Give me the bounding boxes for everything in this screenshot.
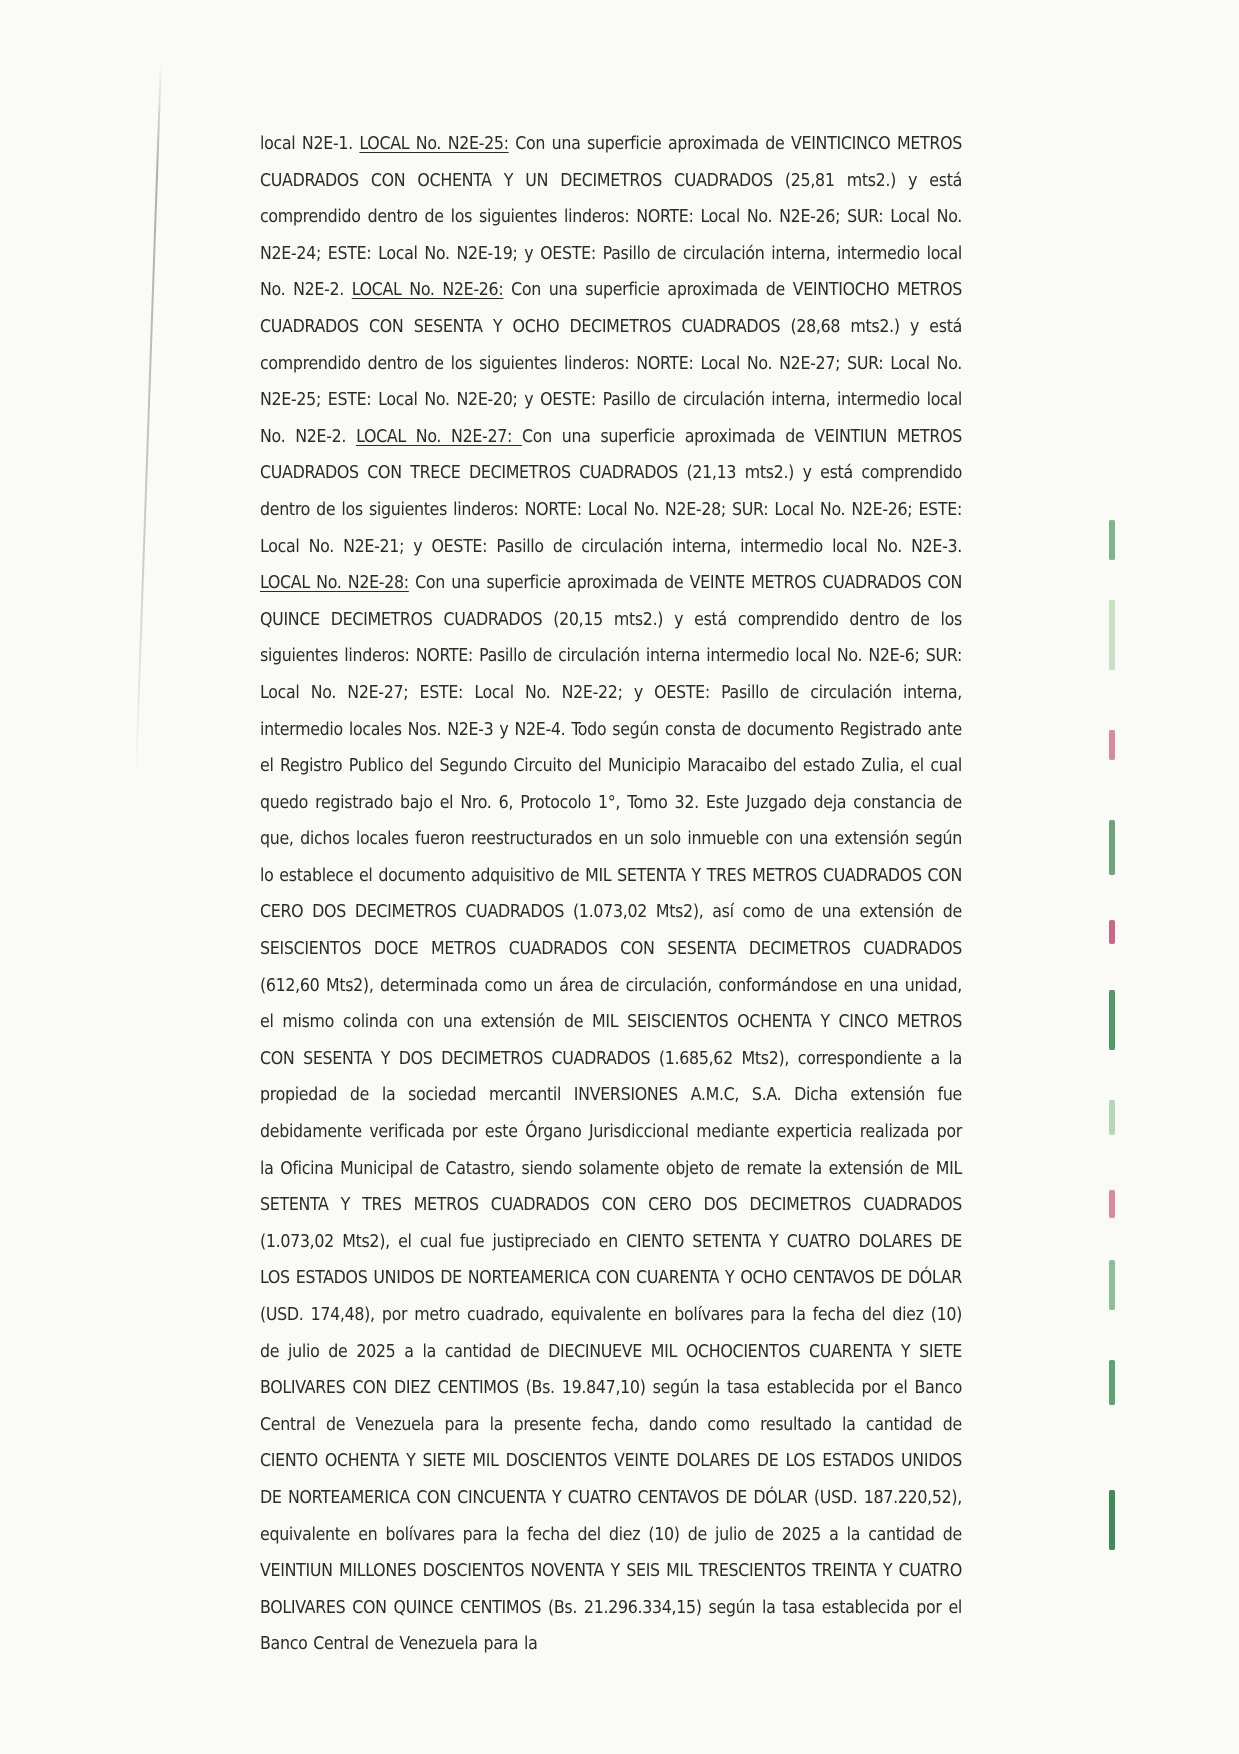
local-heading: LOCAL No. N2E-25: [359, 134, 509, 154]
edge-mark [1109, 1190, 1115, 1218]
local-heading: LOCAL No. N2E-27: [356, 426, 522, 447]
document-body-text [260, 126, 962, 1663]
edge-mark [1109, 1360, 1115, 1405]
page-fold-shadow [135, 60, 162, 780]
underlying-page-edge [1109, 500, 1239, 1680]
text-run: Con una superficie aproximada de VEINTE METROS CUADRADOS CON QUINCE DECIMETROS CUADRADOS (20,15 mts2.) y está comprendido dentro de los siguientes linderos: NORTE: Pasillo de circulación interna intermedio local No. N2E-6; SUR: Local No. N2E-27; ESTE: Local No. N2E-22; y OESTE: Pasillo de circulación interna, intermedio locales Nos. N2E-3 y N2E-4. Todo según consta de documento Registrado ante el Registro Publico del Segundo Circuito del Municipio Maracaibo del estado Zulia, el cual quedo registrado bajo el Nro. 6, Protocolo 1°, Tomo 32. Este Juzgado deja constancia de que, dichos locales fueron reestructurados en un solo inmueble con una extensión según lo establece el documento adquisitivo de MIL SETENTA Y TRES METROS CUADRADOS CON CERO DOS DECIMETROS CUADRADOS (1.073,02 Mts2), así como de una extensión de SEISCIENTOS DOCE METROS CUADRADOS CON SESENTA DECIMETROS CUADRADOS (612,60 Mts2), determinada como un área de circulación, conformándose en una unidad, el mismo colinda con una extensión de MIL SEISCIENTOS OCHENTA Y CINCO METROS CON SESENTA Y DOS DECIMETROS CUADRADOS (1.685,62 Mts2), correspondiente a la propiedad de la sociedad mercantil INVERSIONES A.M.C, S.A. Dicha extensión fue debidamente verificada por este Órgano Jurisdiccional mediante experticia realizada por la Oficina Municipal de Catastro, siendo solamente objeto de remate la extensión de MIL SETENTA Y TRES METROS CUADRADOS CON CERO DOS DECIMETROS CUADRADOS (1.073,02 Mts2), el cual fue justipreciado en CIENTO SETENTA Y CUATRO DOLARES DE LOS ESTADOS UNIDOS DE NORTEAMERICA CON CUARENTA Y OCHO CENTAVOS DE DÓLAR (USD. 174,48), por metro cuadrado, equivalente en bolívares para la fecha del diez (10) de julio de 2025 a la cantidad de DIECINUEVE MIL OCHOCIENTOS CUARENTA Y SIETE BOLIVARES CON DIEZ CENTIMOS (Bs. 19.847,10) según la tasa establecida por el Banco Central de Venezuela para la presente fecha, dando como resultado la cantidad de CIENTO OCHENTA Y SIETE MIL DOSCIENTOS VEINTE DOLARES DE LOS ESTADOS UNIDOS DE NORTEAMERICA CON CINCUENTA Y CUATRO CENTAVOS DE DÓLAR (USD. 187.220,52), equivalente en bolívares para la fecha del diez (10) de julio de 2025 a la cantidad de VEINTIUN MILLONES DOSCIENTOS NOVENTA Y SEIS MIL TRESCIENTOS TREINTA Y CUATRO BOLIVARES CON QUINCE CENTIMOS (Bs. 21.296.334,15) según la tasa establecida por el Banco Central de Venezuela para la [260, 573, 962, 1655]
text-run: Con una superficie aproximada de VEINTIUN METROS CUADRADOS CON TRECE DECIMETROS CUADRADOS (21,13 mts2.) y está comprendido dentro de los siguientes linderos: NORTE: Local No. N2E-28; SUR: Local No. N2E-26; ESTE: Local No. N2E-21; y OESTE: Pasillo de circulación interna, intermedio local No. N2E-3. [260, 426, 963, 557]
edge-mark [1109, 920, 1115, 944]
edge-mark [1109, 1260, 1115, 1310]
edge-mark [1109, 820, 1115, 875]
text-run: local N2E-1. [260, 134, 360, 154]
local-heading: LOCAL No. N2E-28: [260, 573, 409, 594]
edge-mark [1109, 990, 1115, 1050]
edge-mark [1109, 730, 1115, 760]
local-heading: LOCAL No. N2E-26: [351, 280, 504, 301]
edge-mark [1109, 1100, 1115, 1135]
text-run: Con una superficie aproximada de VEINTICINCO METROS CUADRADOS CON OCHENTA Y UN DECIMETROS CUADRADOS (25,81 mts2.) y está comprendido dentro de los siguientes linderos: NORTE: Local No. N2E-26; SUR: Local No. N2E-24; ESTE: Local No. N2E-19; y OESTE: Pasillo de circulación interna, intermedio local No. N2E-2. [260, 134, 962, 301]
edge-mark [1109, 520, 1115, 560]
edge-mark [1109, 1490, 1115, 1550]
text-run: Con una superficie aproximada de VEINTIOCHO METROS CUADRADOS CON SESENTA Y OCHO DECIMETROS CUADRADOS (28,68 mts2.) y está comprendido dentro de los siguientes linderos: NORTE: Local No. N2E-27; SUR: Local No. N2E-25; ESTE: Local No. N2E-20; y OESTE: Pasillo de circulación interna, intermedio local No. N2E-2. [260, 280, 963, 447]
edge-mark [1109, 600, 1115, 670]
